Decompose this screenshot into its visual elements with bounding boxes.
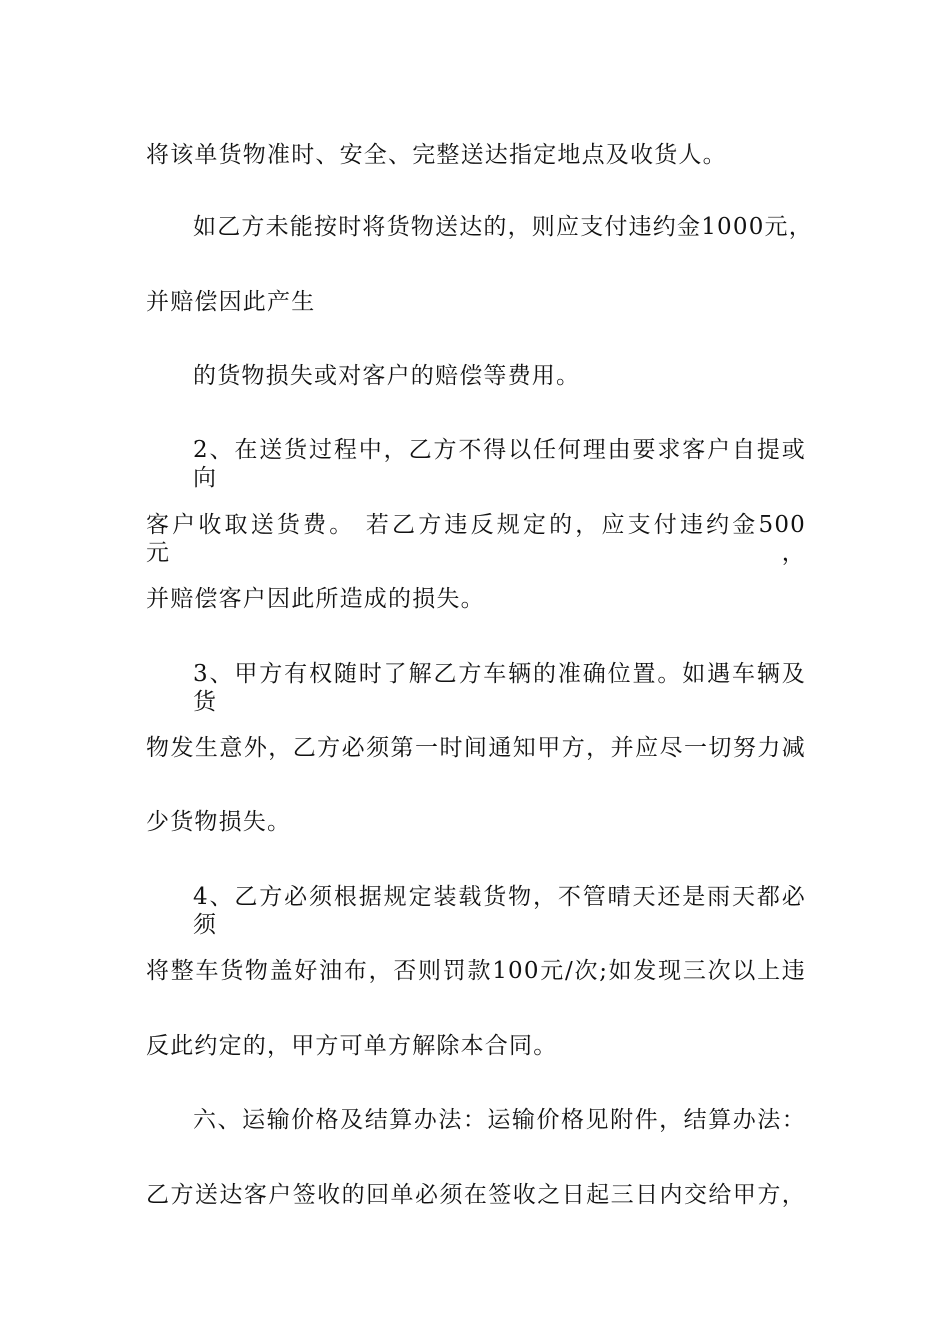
paragraph-line: 3、甲方有权随时了解乙方车辆的准确位置。如遇车辆及货 <box>193 661 806 715</box>
paragraph-line: 将整车货物盖好油布，否则罚款100元/次;如发现三次以上违 <box>146 958 806 984</box>
paragraph-line: 的货物损失或对客户的赔偿等费用。 <box>193 363 581 389</box>
paragraph-line: 反此约定的，甲方可单方解除本合同。 <box>146 1033 558 1059</box>
paragraph-line: 客户收取送货费。 若乙方违反规定的，应支付违约金500元， <box>146 512 806 566</box>
paragraph-line: 将该单货物准时、安全、完整送达指定地点及收货人。 <box>146 142 727 168</box>
paragraph-line: 2、在送货过程中，乙方不得以任何理由要求客户自提或向 <box>193 437 806 491</box>
paragraph-line: 并赔偿因此产生 <box>146 289 316 315</box>
paragraph-line: 六、运输价格及结算办法：运输价格见附件，结算办法： <box>193 1107 806 1133</box>
paragraph-line: 并赔偿客户因此所造成的损失。 <box>146 586 485 612</box>
paragraph-line: 4、乙方必须根据规定装载货物，不管晴天还是雨天都必须 <box>193 884 806 938</box>
paragraph-line: 少货物损失。 <box>146 809 292 835</box>
paragraph-line: 如乙方未能按时将货物送达的，则应支付违约金1000元， <box>193 214 813 240</box>
paragraph-line: 物发生意外，乙方必须第一时间通知甲方，并应尽一切努力减 <box>146 735 806 761</box>
paragraph-line: 乙方送达客户签收的回单必须在签收之日起三日内交给甲方， <box>146 1182 806 1208</box>
